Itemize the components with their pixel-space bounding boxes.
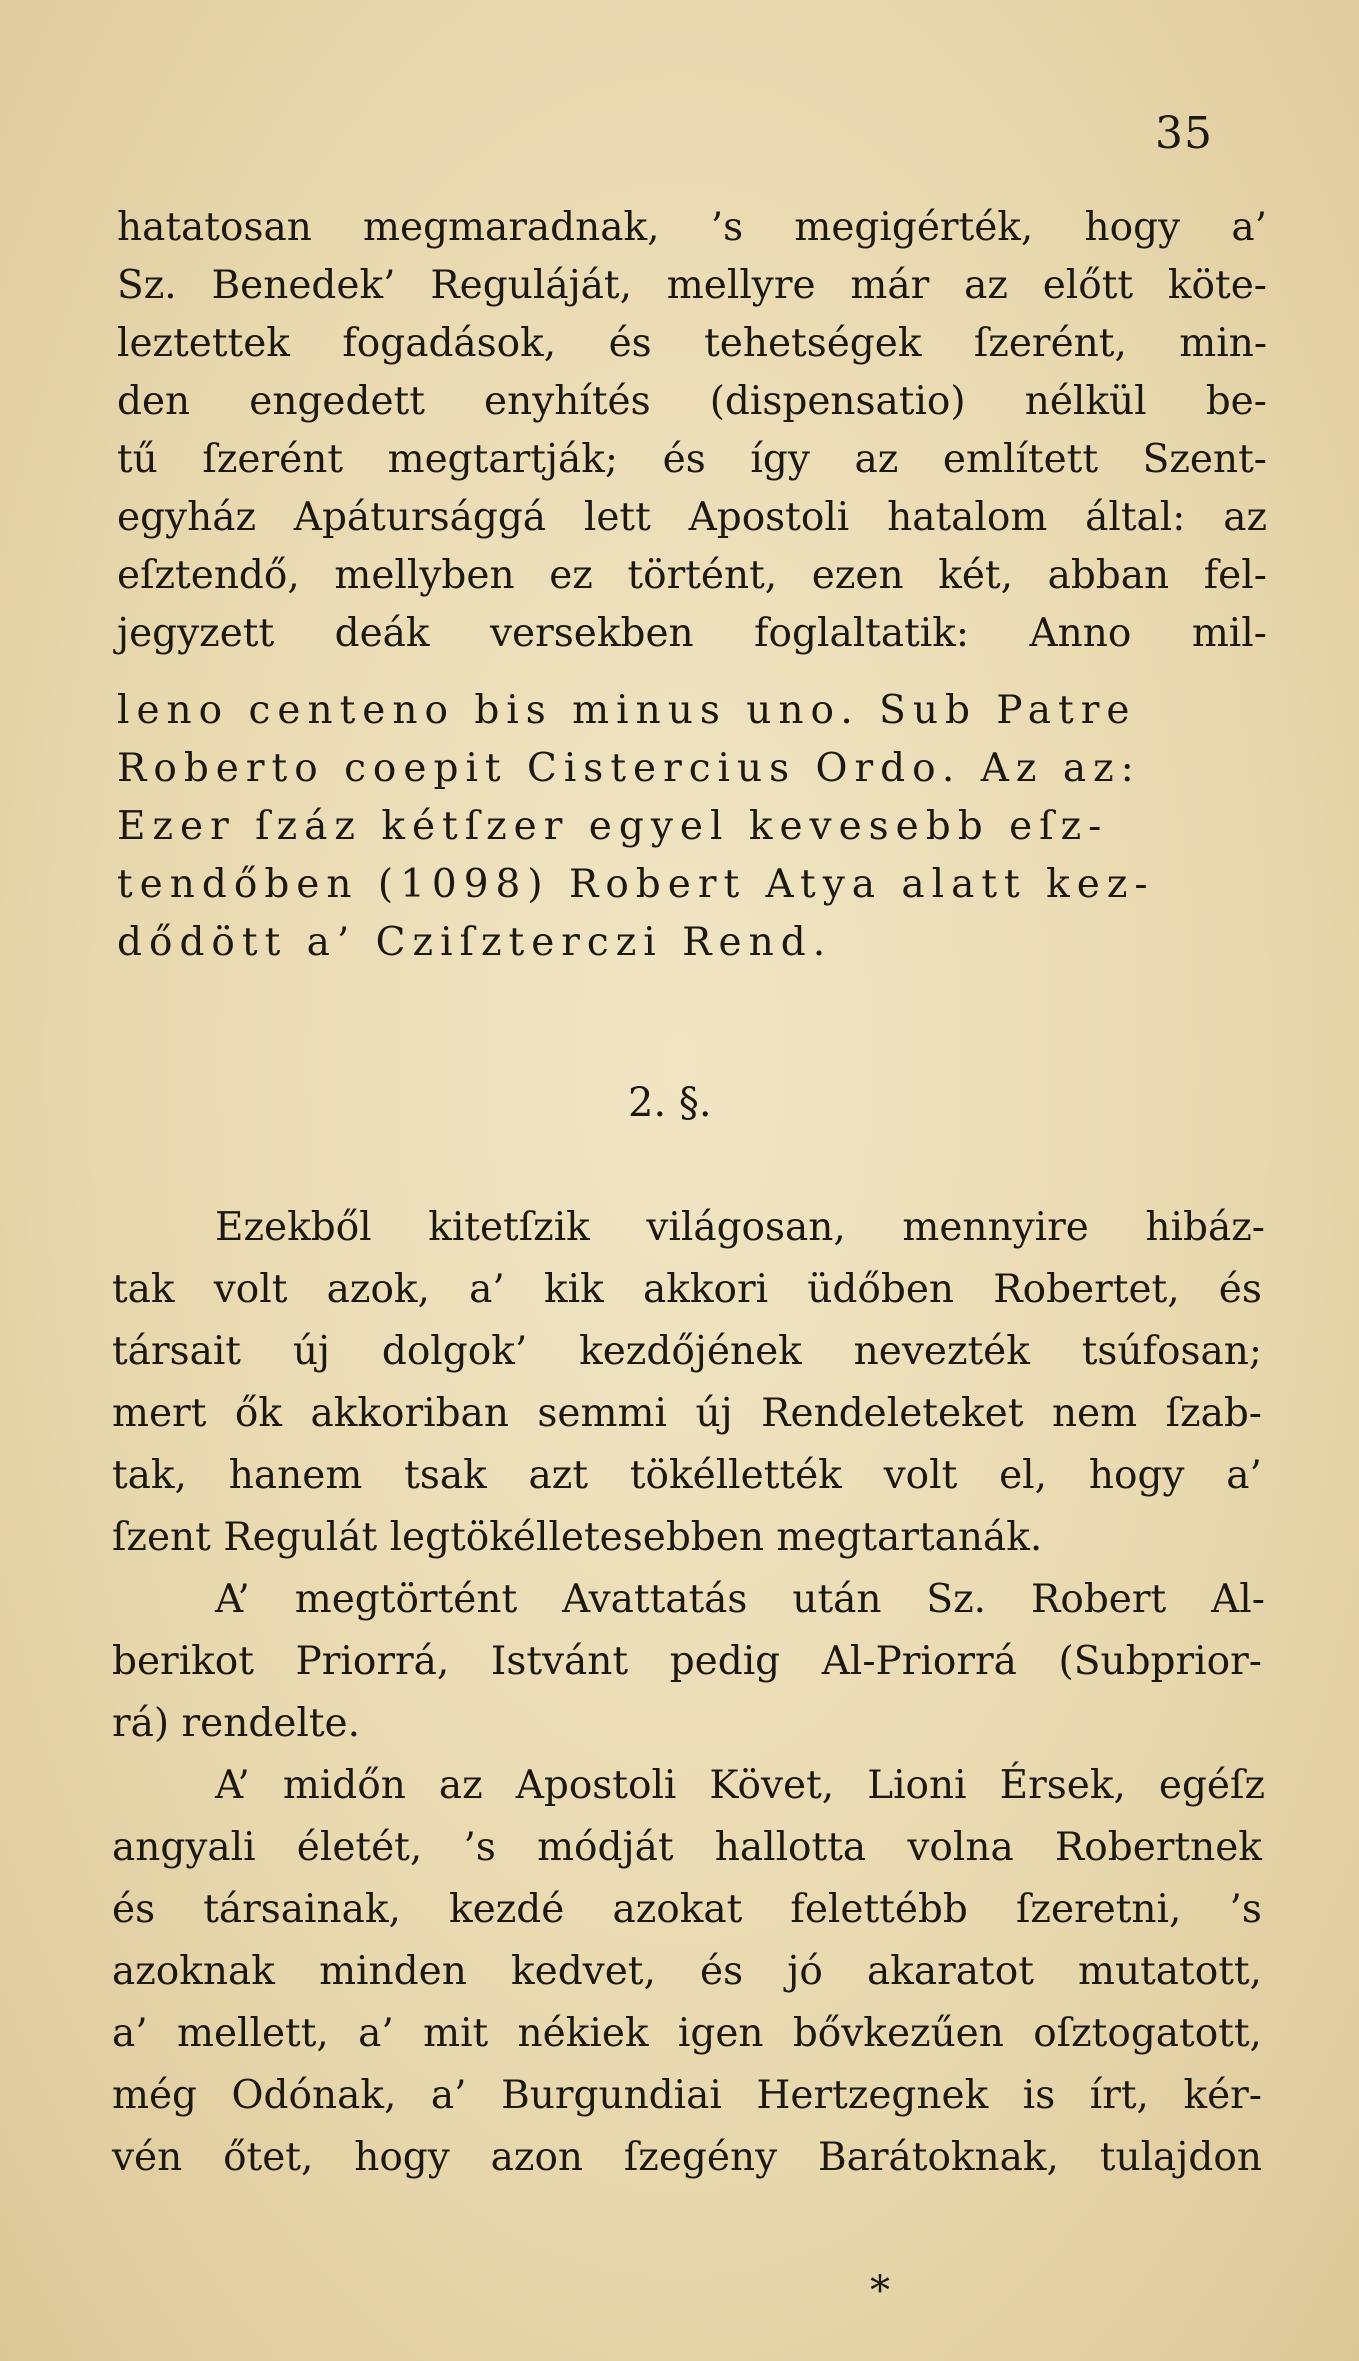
section-heading: 2. §. bbox=[628, 1080, 712, 1126]
text-line: Sz. Benedek’ Reguláját, mellyre már az előtt köte- bbox=[117, 263, 1267, 308]
text-line: A’ megtörtént Avattatás után Sz. Robert Al- bbox=[215, 1577, 1265, 1622]
text-line: angyali életét, ’s módját hallotta volna Robertnek bbox=[112, 1825, 1262, 1870]
text-line: mert ők akkoriban semmi új Rendeleteket nem ſzab- bbox=[112, 1391, 1262, 1436]
text-line: még Odónak, a’ Burgundiai Hertzegnek is írt, kér- bbox=[112, 2073, 1262, 2118]
text-line: A’ midőn az Apostoli Követ, Lioni Érsek, egéſz bbox=[215, 1763, 1265, 1808]
text-line: leno centeno bis minus uno. Sub Patre bbox=[117, 688, 1137, 733]
text-line: berikot Priorrá, Istvánt pedig Al-Priorrá (Subprior- bbox=[112, 1639, 1262, 1684]
text-line: tak, hanem tsak azt tökéllették volt el, hogy a’ bbox=[112, 1453, 1262, 1498]
text-line: ſzent Regulát legtökélletesebben megtartanák. bbox=[112, 1515, 1043, 1560]
text-line: hatatosan megmaradnak, ’s megigérték, hogy a’ bbox=[117, 205, 1267, 250]
text-line: és társainak, kezdé azokat felettébb ſzeretni, ’s bbox=[112, 1887, 1262, 1932]
text-line: dődött a’ Cziſzterczi Rend. bbox=[117, 920, 833, 965]
text-line: eſztendő, mellyben ez történt, ezen két, abban fel- bbox=[117, 553, 1267, 598]
text-line: vén őtet, hogy azon ſzegény Barátoknak, tulajdon bbox=[112, 2135, 1262, 2180]
text-line: Ezekből kitetſzik világosan, mennyire hibáz- bbox=[215, 1205, 1265, 1250]
text-line: rá) rendelte. bbox=[112, 1701, 361, 1746]
text-line: tű ſzerént megtartják; és így az említett Szent- bbox=[117, 437, 1267, 482]
text-line: tak volt azok, a’ kik akkori üdőben Robertet, és bbox=[112, 1267, 1262, 1312]
text-line: egyház Apátursággá lett Apostoli hatalom által: az bbox=[117, 495, 1267, 540]
page-number: 35 bbox=[1155, 108, 1213, 159]
text-line: Roberto coepit Cistercius Ordo. Az az: bbox=[117, 746, 1141, 791]
text-line: leztettek fogadások, és tehetségek ſzerént, min- bbox=[117, 321, 1267, 366]
text-line: tendőben (1098) Robert Atya alatt kez- bbox=[117, 862, 1155, 907]
text-line: Ezer ſzáz kétſzer egyel kevesebb eſz- bbox=[117, 804, 1109, 849]
text-line: azoknak minden kedvet, és jó akaratot mutatott, bbox=[112, 1949, 1262, 1994]
catchword: * bbox=[870, 2268, 890, 2314]
text-line: jegyzett deák versekben foglaltatik: Anno mil- bbox=[117, 611, 1267, 656]
text-line: den engedett enyhítés (dispensatio) nélkül be- bbox=[117, 379, 1267, 424]
text-line: társait új dolgok’ kezdőjének nevezték tsúfosan; bbox=[112, 1329, 1262, 1374]
text-line: a’ mellett, a’ mit nékiek igen bővkezűen oſztogatott, bbox=[112, 2011, 1262, 2056]
